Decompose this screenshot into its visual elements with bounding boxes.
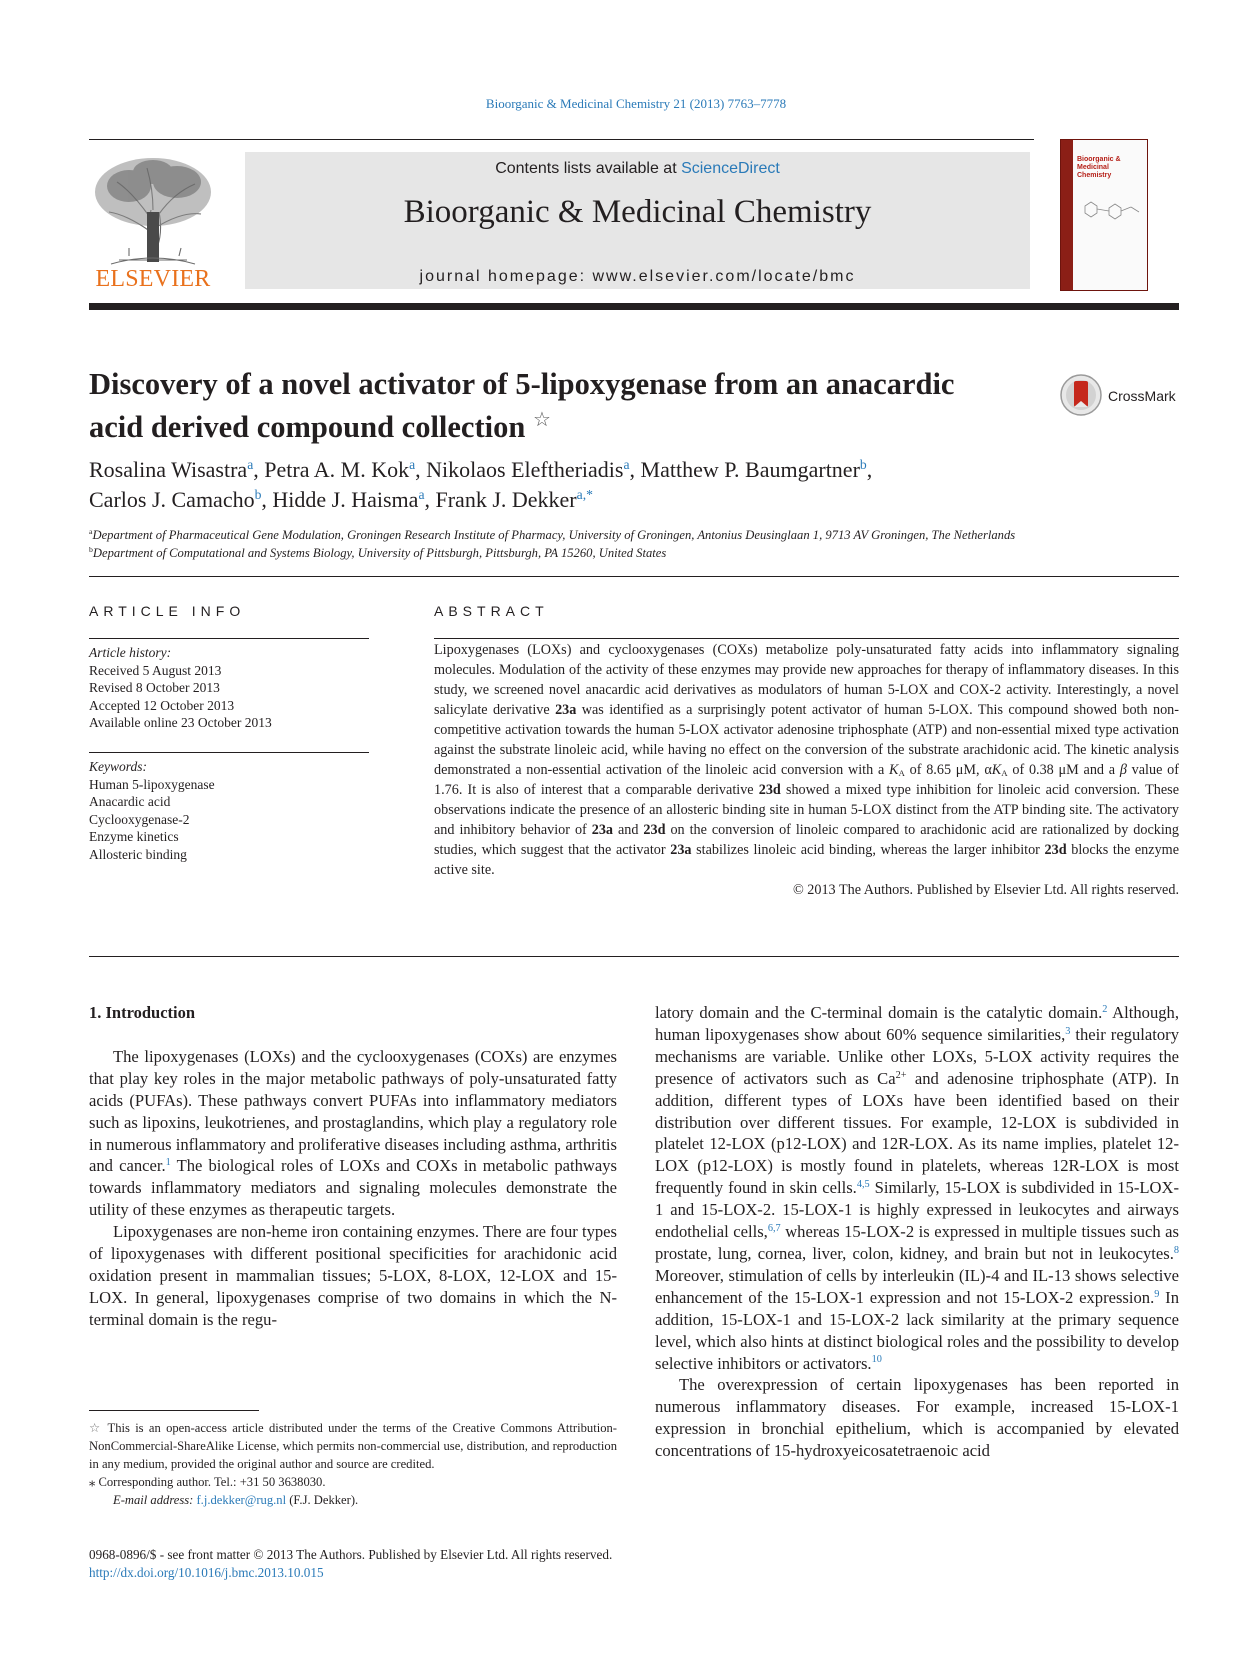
body-paragraph: latory domain and the C-terminal domain is the catalytic domain.$^2$ Although, human lipoxygenases show about 60% sequence similarities,$^3$ their regulatory mechanisms are variable. Unlike other LOXs, 5-LOX activity requires the presence of activators such as $Ca^{2+}$ and adenosine triphosphate (ATP). In addition, different types of LOXs have been identified based on their distribution over different tissues. For example, 12-LOX is subdivided in platelet 12-LOX (p12-LOX) and 12R-LOX. As its name implies, platelet 12-LOX (p12-LOX) is mostly found in platelets, whereas 12R-LOX is most frequently found in skin cells.$^{4,5}$ Similarly, 15-LOX is subdivided in 15-LOX-1 and 15-LOX-2. 15-LOX-1 is highly expressed in leukocytes and airways endothelial cells,$^{6,7}$ whereas 15-LOX-2 is expressed in multiple tissues such as prostate, lung, cornea, liver, colon, kidney, and brain but not in leukocytes.$^8$ Moreover, stimulation of cells by interleukin (IL)-4 and IL-13 shows selective enhancement of the 15-LOX-1 expression and not 15-LOX-2 expression.$^9$ In addition, 15-LOX-1 and 15-LOX-2 lack similarity at the primary sequence level, which also hints at distinct biological roles and the possibility to develop selective inhibitors or activators.$^{10}$ [655, 1003, 1180, 1373]
keyword: Human 5-lipoxygenase [89, 776, 215, 792]
author-affiliation-mark[interactable]: a [623, 456, 630, 472]
abstract-body [434, 640, 1179, 900]
author-affiliation-mark[interactable]: a [409, 456, 416, 472]
author[interactable]: Petra A. M. Kok [264, 457, 410, 482]
author-affiliation-mark[interactable]: b [859, 456, 867, 472]
journal-homepage[interactable]: journal homepage: www.elsevier.com/locate/bmc [419, 268, 856, 285]
issn-block [89, 1546, 612, 1582]
reference-link[interactable]: 2 [1102, 1003, 1108, 1015]
contents-prefix: Contents lists available at [495, 160, 682, 177]
reference-link[interactable]: 3 [1065, 1025, 1071, 1037]
author-affiliation-mark[interactable]: a [247, 456, 254, 472]
reference-link[interactable]: 4,5 [856, 1179, 870, 1191]
corresponding-author-note: ⁎ Corresponding author. Tel.: +31 50 3638030. [89, 1475, 326, 1489]
history-item: Available online 23 October 2013 [89, 715, 272, 730]
doi-link[interactable]: http://dx.doi.org/10.1016/j.bmc.2013.10.015 [89, 1565, 324, 1580]
elsevier-wordmark: ELSEVIER [95, 266, 211, 292]
cover-structure-icon [1079, 196, 1145, 226]
body-column-left [89, 1002, 617, 1331]
reference-link[interactable]: 10 [871, 1354, 882, 1366]
reference-link[interactable]: 1 [165, 1157, 171, 1169]
affiliation-a: $^a$Department of Pharmaceutical Gene Modulation, Groningen Research Institute of Pharmacy, University of Groningen, Antonius Deusinglaan 1, 9713 AV Groningen, The Netherlands [89, 527, 1016, 542]
keywords: Keywords: Human 5-lipoxygenase Anacardic acid Cyclooxygenase-2 Enzyme kinetics Allosteric binding [89, 758, 369, 863]
email-link[interactable]: f.j.dekker@rug.nl [196, 1493, 287, 1507]
issn-line: 0968-0896/$ - see front matter © 2013 The Authors. Published by Elsevier Ltd. All rights reserved. [89, 1547, 613, 1562]
author[interactable]: Hidde J. Haisma [272, 487, 419, 512]
sciencedirect-link[interactable]: ScienceDirect [681, 160, 780, 177]
history-item: Received 5 August 2013 [89, 662, 222, 678]
divider [89, 956, 1179, 957]
author-affiliation-mark[interactable]: a [418, 486, 425, 502]
journal-banner [245, 152, 1030, 289]
affiliation-b: $^b$Department of Computational and Systems Biology, University of Pittsburgh, Pittsburgh, PA 15260, United States [89, 545, 667, 560]
author[interactable]: Frank J. Dekker [435, 487, 577, 512]
author-affiliation-mark[interactable]: a,* [576, 486, 593, 502]
crossmark-icon[interactable] [1059, 373, 1103, 417]
keyword: Enzyme kinetics [89, 829, 179, 844]
journal-title: Bioorganic & Medicinal Chemistry [403, 194, 872, 230]
journal-cover-thumbnail [1060, 139, 1148, 291]
footnotes [89, 1419, 617, 1509]
author[interactable]: Carlos J. Camacho [89, 487, 255, 512]
keyword: Cyclooxygenase-2 [89, 811, 190, 827]
crossmark-label[interactable]: CrossMark [1108, 388, 1176, 404]
history-item: Accepted 12 October 2013 [89, 697, 235, 713]
spacer [89, 1024, 617, 1046]
body-paragraph: The overexpression of certain lipoxygenases has been reported in numerous inflammatory diseases. For example, increased 15-LOX-1 expression in bronchial epithelium, which is accompanied by elevated concentrations of 15-hydroxyeicosatetraenoic acid [655, 1375, 1179, 1461]
body-paragraph: Lipoxygenases are non-heme iron containing enzymes. There are four types of lipoxygenases with different positional specificities for arachidonic acid oxidation present in mammalian tissues; 5-LOX, 8-LOX, 12-LOX and 15-LOX. In general, lipoxygenases comprise of two domains in which the N-terminal domain is the regu- [89, 1222, 617, 1329]
divider [89, 638, 369, 639]
header-rule [89, 139, 1034, 140]
reference-link[interactable]: 8 [1173, 1244, 1179, 1256]
open-access-note: ☆ This is an open-access article distributed under the terms of the Creative Commons Attribution-NonCommercial-ShareAlike License, which permits non-commercial use, distribution, and reproduction in any medium, provided the original author and source are credited. [89, 1421, 617, 1471]
section-heading-introduction: 1. Introduction [89, 1003, 196, 1022]
body-paragraph: The lipoxygenases (LOXs) and the cyclooxygenases (COXs) are enzymes that play key roles in the major metabolic pathways of poly-unsaturated fatty acids (PUFAs). These pathways convert PUFAs into inflammatory mediators such as lipoxins, leukotrienes, and prostaglandins, which play a regulatory role in numerous inflammatory and proliferative diseases including asthma, arthritis and cancer.$^1$ The biological roles of LOXs and COXs in metabolic pathways towards inflammatory mediators and signaling molecules demonstrate the utility of these enzymes as therapeutic targets. [89, 1046, 617, 1220]
abstract-heading: ABSTRACT [434, 603, 549, 619]
contents-line [245, 160, 1030, 178]
keyword: Allosteric binding [89, 846, 187, 862]
reference-link[interactable]: 6,7 [767, 1222, 781, 1234]
author-affiliation-mark[interactable]: b [254, 486, 262, 502]
abstract-paragraph: Lipoxygenases (LOXs) and cyclooxygenases (COXs) metabolize poly-unsaturated fatty acids into inflammatory signaling molecules. Modulation of the activity of these enzymes may provide new approaches for therapy of inflammatory diseases. In this study, we screened novel anacardic acid derivatives as modulators of human 5-LOX and COX-2 activity. Interestingly, a novel salicylate derivative 23a was identified as a surprisingly potent activator of human 5-LOX. This compound showed both non-competitive activation towards the human 5-LOX activator adenosine triphosphate (ATP) and non-essential mixed type activation against the substrate linoleic acid, while having no effect on the conversion of the substrate arachidonic acid. The kinetic analysis demonstrated a non-essential activation of the linoleic acid conversion with a $K_A$ of 8.65 μM, $\alpha K_A$ of 0.38 μM and a β value of 1.76. It is also of interest that a comparable derivative 23d showed a mixed type inhibition for linoleic acid conversion. These observations indicate the presence of an allosteric binding site in human 5-LOX distinct from the ATP binding site. The activatory and inhibitory behavior of 23a and 23d on the conversion of linoleic compared to arachidonic acid are rationalized by docking studies, which suggest that the activator 23a stabilizes linoleic acid binding, whereas the larger inhibitor 23d blocks the enzyme active site. [434, 642, 1180, 878]
header-thick-rule [89, 303, 1179, 310]
divider [89, 576, 1179, 577]
cover-title: Bioorganic & Medicinal Chemistry [1077, 156, 1121, 179]
journal-reference-link[interactable]: Bioorganic & Medicinal Chemistry 21 (2013) 7763–7778 [485, 96, 787, 111]
email-note: E-mail address: f.j.dekker@rug.nl (F.J. Dekker). [113, 1493, 359, 1507]
article-info-heading: ARTICLE INFO [89, 603, 246, 619]
body-column-right [655, 1002, 1179, 1462]
author-list: Rosalina Wisastra$^a$, Petra A. M. Kok$^a$, Nikolaos Eleftheriadis$^a$, Matthew P. Baumgartner$^b$, Carlos J. Camacho$^b$, Hidde J. Haisma$^a$, Frank J. Dekker$^{a,*}$ [89, 456, 873, 512]
author[interactable]: Nikolaos Eleftheriadis [426, 457, 624, 482]
footnote-rule [89, 1410, 259, 1411]
author[interactable]: Matthew P. Baumgartner [640, 457, 860, 482]
title-footnote-star[interactable]: ☆ [532, 409, 551, 431]
reference-link[interactable]: 9 [1154, 1288, 1160, 1300]
author[interactable]: Rosalina Wisastra [89, 457, 248, 482]
article-title: Discovery of a novel activator of 5-lipoxygenase from an anacardic acid derived compound collection ☆ [89, 367, 955, 445]
keyword: Anacardic acid [89, 794, 171, 809]
history-item: Revised 8 October 2013 [89, 680, 220, 695]
divider [89, 752, 369, 753]
article-history: Article history: Received 5 August 2013 Revised 8 October 2013 Accepted 12 October 2013 Available online 23 October 2013 [89, 644, 369, 732]
abstract-copyright: © 2013 The Authors. Published by Elsevier Ltd. All rights reserved. [792, 882, 1179, 898]
divider [434, 638, 1179, 639]
